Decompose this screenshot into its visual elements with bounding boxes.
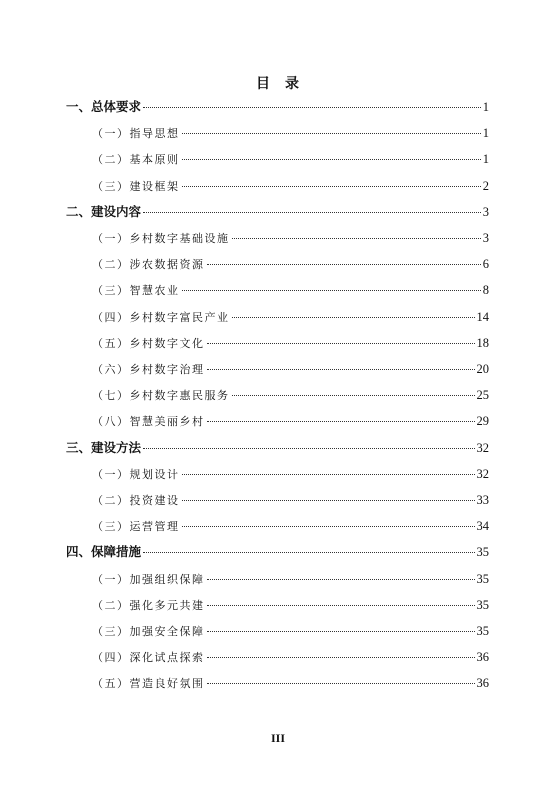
toc-entry-page-number: 1 <box>482 126 489 141</box>
toc-entry-page-number: 2 <box>482 178 489 193</box>
toc-entry-label: （三）建设框架 <box>92 179 180 193</box>
toc-subsection-entry[interactable] <box>92 254 489 274</box>
toc-entry-label: （一）规划设计 <box>92 467 180 481</box>
toc-entry-page-number: 35 <box>476 624 489 638</box>
toc-entry-label: 三、建设方法 <box>66 439 142 455</box>
toc-subsection-entry[interactable] <box>92 176 489 196</box>
toc-dot-leader <box>143 448 474 449</box>
toc-section-entry[interactable] <box>66 542 489 562</box>
toc-dot-leader <box>207 369 475 370</box>
toc-dot-leader <box>182 526 475 527</box>
toc-entry-label: （二）涉农数据资源 <box>92 258 205 272</box>
toc-entry-label: （三）智慧农业 <box>92 284 180 298</box>
toc-dot-leader <box>182 186 481 187</box>
toc-dot-leader <box>232 395 475 396</box>
toc-entry-label: （四）乡村数字富民产业 <box>92 310 230 324</box>
toc-entry-label: （七）乡村数字惠民服务 <box>92 389 230 403</box>
toc-entry-label: （四）深化试点探索 <box>92 651 205 665</box>
toc-title <box>0 73 556 93</box>
toc-dot-leader <box>143 552 474 553</box>
toc-entry-label: 二、建设内容 <box>66 203 142 219</box>
toc-subsection-entry[interactable] <box>92 333 489 353</box>
toc-entry-label: （三）加强安全保障 <box>92 625 205 638</box>
toc-entry-page-number: 25 <box>476 388 489 403</box>
page-number: III <box>270 731 285 745</box>
toc-entry-label: （二）强化多元共建 <box>92 598 205 612</box>
toc-dot-leader <box>207 579 475 580</box>
toc-section-entry[interactable] <box>66 202 489 222</box>
toc-entry-label: （六）乡村数字治理 <box>92 363 205 376</box>
toc-dot-leader <box>182 500 475 501</box>
toc-subsection-entry[interactable] <box>92 621 489 641</box>
toc-subsection-entry[interactable] <box>92 411 489 431</box>
toc-subsection-entry[interactable] <box>92 149 489 169</box>
toc-section-entry[interactable] <box>66 97 489 117</box>
toc-dot-leader <box>207 343 475 344</box>
toc-subsection-entry[interactable] <box>92 569 489 589</box>
toc-subsection-entry[interactable] <box>92 385 489 405</box>
toc-entry-label: （三）运营管理 <box>92 520 180 534</box>
toc-section-entry[interactable] <box>66 438 489 458</box>
toc-dot-leader <box>232 238 481 239</box>
toc-title-char-1: 目 <box>256 76 271 92</box>
toc-entry-label: （五）营造良好氛围 <box>92 677 205 691</box>
toc-subsection-entry[interactable] <box>92 359 489 379</box>
toc-subsection-entry[interactable] <box>92 280 489 300</box>
toc-dot-leader <box>182 474 475 475</box>
toc-dot-leader <box>182 133 481 134</box>
toc-entry-page-number: 36 <box>476 676 489 691</box>
toc-subsection-entry[interactable] <box>92 123 489 143</box>
toc-entry-label: （一）指导思想 <box>92 127 180 141</box>
toc-entry-page-number: 36 <box>476 650 489 665</box>
toc-entry-label: （八）智慧美丽乡村 <box>92 415 205 429</box>
toc-subsection-entry[interactable] <box>92 464 489 484</box>
toc-entry-label: 四、保障措施 <box>66 544 142 560</box>
toc-entry-label: 一、总体要求 <box>66 99 142 114</box>
toc-entry-page-number: 3 <box>482 204 489 219</box>
toc-entry-page-number: 35 <box>476 571 489 586</box>
toc-dot-leader <box>207 631 475 632</box>
toc-entry-page-number: 1 <box>482 100 489 114</box>
toc-dot-leader <box>207 421 475 422</box>
toc-entry-page-number: 29 <box>476 414 489 429</box>
toc-entry-page-number: 8 <box>482 283 489 298</box>
toc-dot-leader <box>207 605 475 606</box>
toc-entry-label: （一）加强组织保障 <box>92 572 205 586</box>
toc-dot-leader <box>207 264 481 265</box>
toc-entry-page-number: 35 <box>476 545 489 560</box>
toc-title-char-2: 录 <box>285 76 300 92</box>
toc-entry-label: （一）乡村数字基础设施 <box>92 232 230 245</box>
toc-entry-page-number: 1 <box>482 152 489 167</box>
toc-entry-page-number: 18 <box>476 335 489 350</box>
toc-entry-page-number: 14 <box>476 309 489 324</box>
toc-entry-page-number: 32 <box>476 440 489 455</box>
toc-subsection-entry[interactable] <box>92 595 489 615</box>
toc-subsection-entry[interactable] <box>92 490 489 510</box>
toc-entry-page-number: 35 <box>476 597 489 612</box>
toc-entry-page-number: 20 <box>476 362 489 376</box>
toc-subsection-entry[interactable] <box>92 516 489 536</box>
toc-dot-leader <box>207 657 475 658</box>
toc-entry-page-number: 34 <box>476 519 489 534</box>
toc-subsection-entry[interactable] <box>92 228 489 248</box>
toc-subsection-entry[interactable] <box>92 673 489 693</box>
toc-entry-page-number: 3 <box>482 231 489 245</box>
toc-entry-label: （五）乡村数字文化 <box>92 336 205 350</box>
toc-entry-label: （二）投资建设 <box>92 494 180 507</box>
toc-dot-leader <box>207 683 475 684</box>
toc-dot-leader <box>143 212 481 213</box>
toc-subsection-entry[interactable] <box>92 307 489 327</box>
toc-dot-leader <box>143 107 481 108</box>
toc-subsection-entry[interactable] <box>92 647 489 667</box>
toc-dot-leader <box>182 290 481 291</box>
toc-entry-label: （二）基本原则 <box>92 153 180 167</box>
toc-entry-page-number: 33 <box>476 493 489 507</box>
toc-entry-page-number: 32 <box>476 466 489 481</box>
toc-dot-leader <box>182 159 481 160</box>
toc-dot-leader <box>232 317 475 318</box>
toc-entry-page-number: 6 <box>482 257 489 272</box>
